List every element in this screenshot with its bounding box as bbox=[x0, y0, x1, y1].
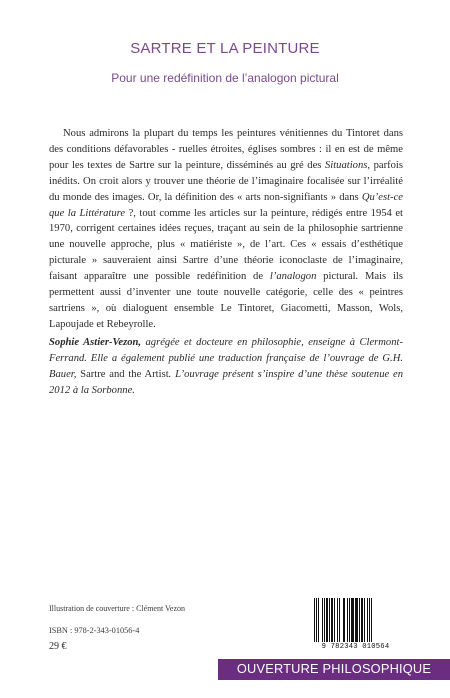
author-bio bbox=[49, 335, 403, 399]
author-bio-book-title: Sartre and the Artist bbox=[80, 368, 169, 380]
isbn: ISBN : 978-2-343-01056-4 bbox=[49, 626, 140, 635]
collection-name: OUVERTURE PHILOSOPHIQUE bbox=[236, 661, 432, 676]
back-cover-summary bbox=[49, 126, 403, 333]
summary-text-3: ?, tout comme les articles sur la peinture, rédigés entre 1954 et 1970, corrigent certaines idées reçues, traçant au sein de la philosophie sartrienne une nouvelle approche, plus « matiériste », de l’art. Ces « essais d’esthétique picturale » sauveraient ainsi Sartre d’une théorie iconoclaste de l’imaginaire, faisant apparaître une possible redéfinition de bbox=[49, 207, 403, 283]
barcode bbox=[304, 598, 407, 654]
book-title: SARTRE ET LA PEINTURE bbox=[130, 40, 320, 57]
barcode-gap bbox=[372, 598, 373, 642]
price: 29 € bbox=[49, 641, 67, 652]
illustration-credit: Illustration de couverture : Clément Vezon bbox=[49, 604, 186, 613]
summary-text-1: Nous admirons la plupart du temps les peintures vénitiennes du Tintoret dans des conditions défavorables - ruelles étroites, églises sombres : il en est de même pour les textes de Sartre sur la peinture, disséminés au gré des bbox=[49, 128, 403, 171]
summary-emphasis-1: Situations bbox=[324, 159, 368, 171]
summary-emphasis-3: l’analogon bbox=[269, 271, 317, 283]
summary-emphasis-2: Qu’est-ce que la Littérature bbox=[49, 191, 403, 219]
book-subtitle: Pour une redéfinition de l’analogon pictural bbox=[111, 71, 339, 85]
barcode-digits: 9 782343 010564 bbox=[321, 643, 390, 651]
summary-text-4: pictural. Mais ils permettent aussi d’inventer une toute nouvelle catégorie, celle des « peintres sartriens », où dialoguent ensemble Le Tintoret, Giacometti, Masson, Wols, Lapoujade et Rebeyrolle. bbox=[49, 271, 403, 330]
author-bio-text-1: agrégée et docteure en philosophie, enseigne à Clermont-Ferrand. Elle a également publié une traduction française de l’ouvrage de G.H. Bauer, bbox=[49, 337, 403, 380]
author-bio-text-2: . L’ouvrage présent s’inspire d’une thèse soutenue en 2012 à la Sorbonne. bbox=[49, 368, 404, 396]
author-name: Sophie Astier-Vezon, bbox=[49, 337, 142, 348]
barcode-bars bbox=[314, 598, 402, 642]
summary-text-2: , parfois inédits. On croit alors y trouver une théorie de l’imaginaire focalisée sur l’irréalité du monde des images. Or, la définition des « arts non-signifiants » dans bbox=[49, 159, 403, 203]
